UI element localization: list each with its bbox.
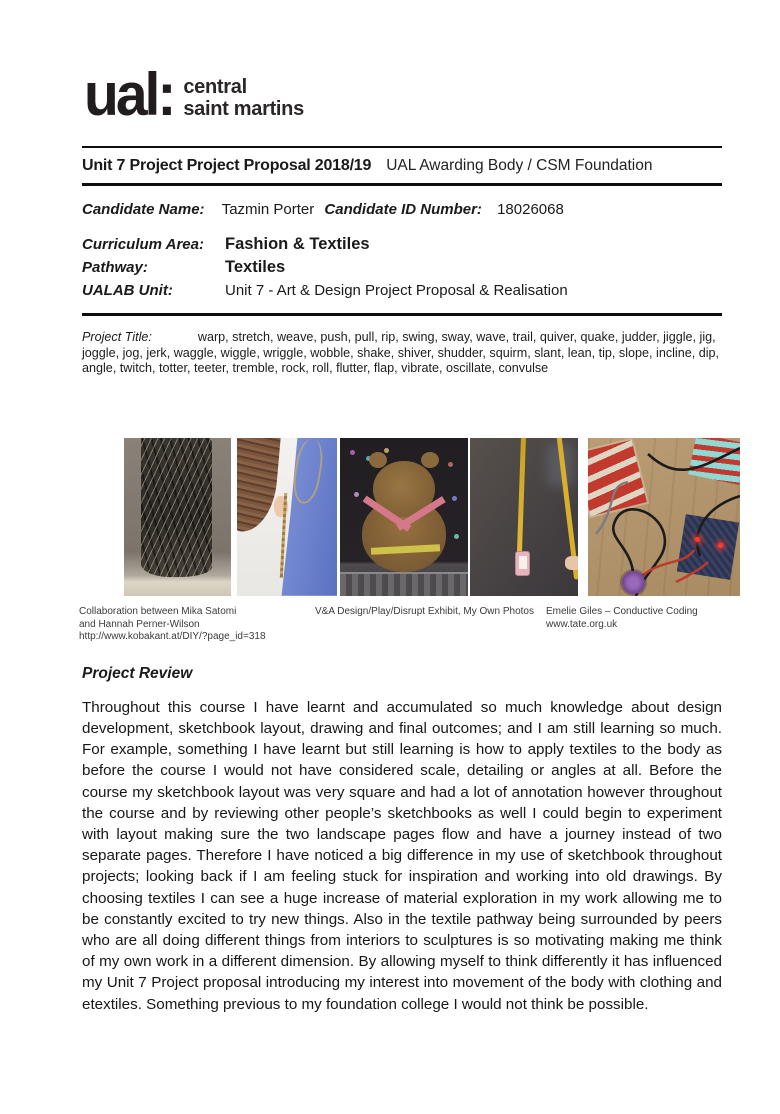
reference-photo-strip xyxy=(82,422,722,580)
document-title-row xyxy=(82,148,722,183)
candidate-id-value: 18026068 xyxy=(497,201,564,218)
project-title-block xyxy=(82,330,722,377)
project-review-heading: Project Review xyxy=(82,664,193,682)
project-title-words: warp, stretch, weave, push, pull, rip, swing, sway, wave, trail, quiver, quake, judder, jiggle, jig, joggle, jog, jerk, waggle, wiggle, wriggle, wobble, shake, shiver, shudder, squirm, slant, lean, tip, slope, incline, dip, angle, twitch, totter, teeter, tremble, rock, roll, flutter, flap, vibrate, oscillate, convulse xyxy=(82,330,720,376)
photo-detail-metal-shelf xyxy=(340,572,468,596)
caption-line: Collaboration between Mika Satomi xyxy=(79,605,237,617)
ualab-unit-value: Unit 7 - Art & Design Project Proposal & Realisation xyxy=(225,282,568,299)
caption-kobakant xyxy=(79,606,266,644)
curriculum-area-label: Curriculum Area: xyxy=(82,236,204,253)
photo-detail-red-led xyxy=(718,543,723,548)
document-title: Unit 7 Project Project Proposal 2018/19 xyxy=(82,157,372,174)
pathway-label: Pathway: xyxy=(82,259,148,276)
yellow-lanyard-device-photo xyxy=(470,438,578,596)
project-review-paragraph: Throughout this course I have learnt and accumulated so much knowledge about design development, sketchbook layout, drawing and final outcomes; and I am still learning so much. For example, something I have learnt but still learning is how to apply textiles to the body as before the course I would not have considered scale, detailing or angles at all. Before the course my sketchbook layout was very square and had a lot of annotation however throughout the course and by reviewing other people’s sketchbooks as well I could begin to experiment with layout making sure the two landscape pages flow and have a journey instead of two separate pages. Therefore I have noticed a big difference in my use of sketchbook throughout projects; looking back if I am feeling stuck for inspiration and working into old drawings. By choosing textiles I can see a huge increase of material exploration in my work allowing me to be constantly excited to try new things. Also in the textile pathway being surrounded by peers who are all doing different things from interiors to sculptures is so motivating making me think of my own work in a different dimension. By allowing myself to think differently it has influenced my Unit 7 Project proposal introducing my interest into movement of the body with clothing and etextiles. Something previous to my foundation college I would not think be possible. xyxy=(82,698,722,1013)
photo-detail-hair xyxy=(237,438,282,535)
caption-line: V&A Design/Play/Disrupt Exhibit, My Own Photos xyxy=(315,605,534,617)
caption-line: Emelie Giles – Conductive Coding xyxy=(546,605,698,617)
ualab-unit-label: UALAB Unit: xyxy=(82,282,173,299)
etextile-circuit-swatches-photo xyxy=(588,438,740,596)
photo-detail-wires xyxy=(588,438,740,596)
project-title-label: Project Title: xyxy=(82,330,152,344)
caption-url: http://www.kobakant.at/DIY/?page_id=318 xyxy=(79,631,266,643)
csm-logo-line2: saint martins xyxy=(183,97,304,120)
teddy-bear-exhibit-photo xyxy=(340,438,468,596)
photo-detail-red-led xyxy=(695,537,700,542)
awarding-body-label: UAL Awarding Body / CSM Foundation xyxy=(386,157,653,174)
details-rule-bottom xyxy=(82,313,722,316)
header-rule-bottom xyxy=(82,183,722,186)
photo-detail-device-screen xyxy=(519,556,527,569)
candidate-name-label: Candidate Name: xyxy=(82,201,205,218)
ual-logo-wordmark: ual: xyxy=(84,61,174,129)
photo-captions xyxy=(79,605,722,650)
caption-va-exhibit xyxy=(315,606,534,619)
candidate-id-label: Candidate ID Number: xyxy=(324,201,482,218)
ual-csm-logo xyxy=(84,61,780,130)
candidate-name-value: Tazmin Porter xyxy=(221,201,315,218)
caption-url: www.tate.org.uk xyxy=(546,618,618,630)
photo-detail-bear-ear xyxy=(421,452,439,468)
csm-logo-text xyxy=(183,77,304,120)
photo-detail-pink-device xyxy=(515,551,530,576)
course-details xyxy=(82,233,722,302)
document-content xyxy=(79,146,722,1015)
csm-logo-line1: central xyxy=(183,76,247,98)
curriculum-area-value: Fashion & Textiles xyxy=(225,235,370,253)
photo-detail-chalk-doodles xyxy=(350,450,355,455)
photo-detail-garment-torso xyxy=(141,438,212,577)
photo-detail-hand xyxy=(565,556,578,570)
caption-line: and Hannah Perner-Wilson xyxy=(79,618,200,630)
caption-emelie-giles xyxy=(546,606,698,632)
pin-textured-garment-bw-photo xyxy=(124,438,231,596)
pathway-value: Textiles xyxy=(225,258,286,276)
photo-detail-yellow-lanyard xyxy=(517,438,526,554)
candidate-line xyxy=(82,200,722,220)
photo-detail-purple-circuit-board xyxy=(622,571,645,594)
blue-dress-with-cords-photo xyxy=(237,438,337,596)
